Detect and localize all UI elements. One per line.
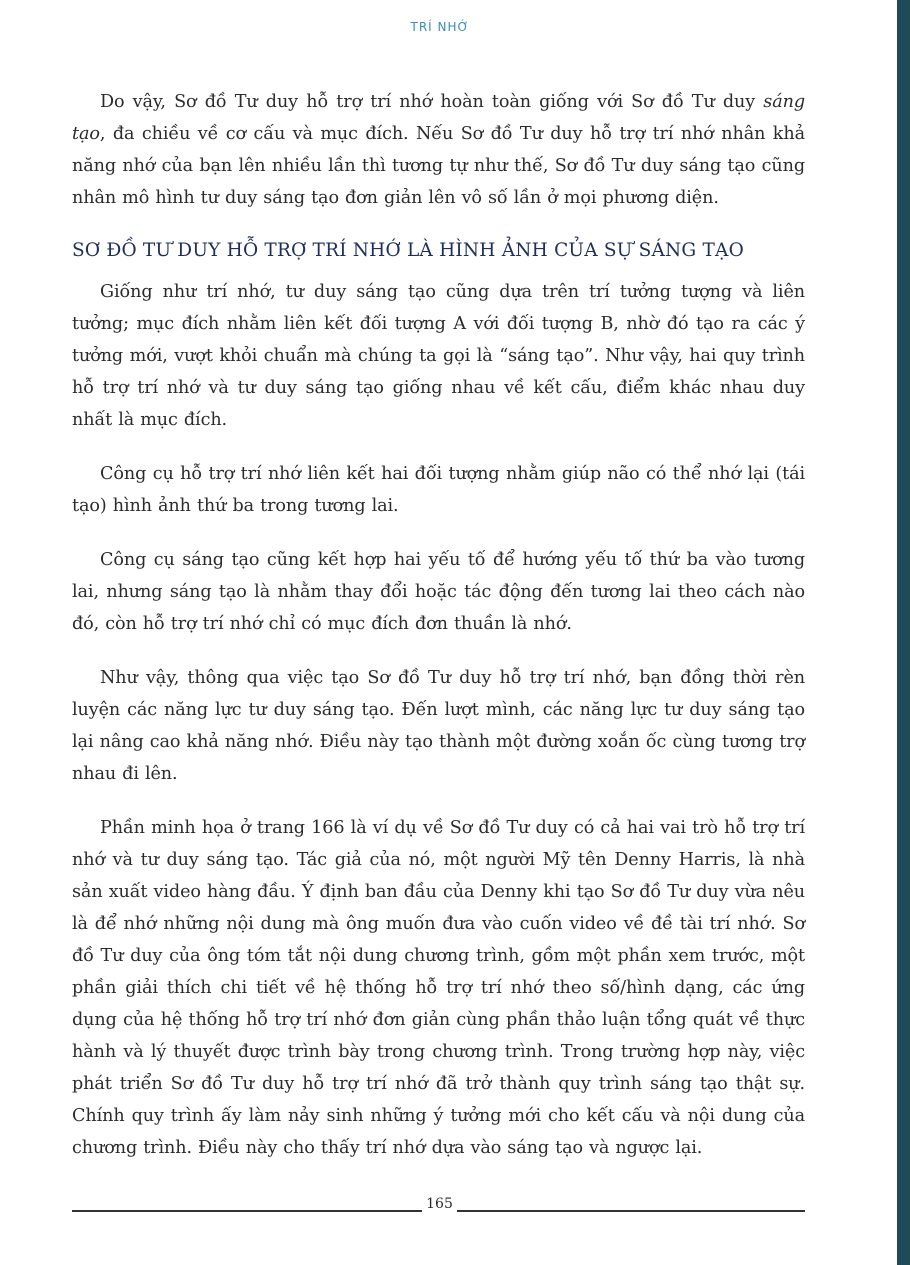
body-paragraph-2: Công cụ hỗ trợ trí nhớ liên kết hai đối tượng nhằm giúp não có thể nhớ lại (tái tạo) hình ảnh thứ ba trong tương lai. (72, 464, 805, 516)
body-paragraph-5: Phần minh họa ở trang 166 là ví dụ về Sơ đồ Tư duy có cả hai vai trò hỗ trợ trí nhớ và tư duy sáng tạo. Tác giả của nó, một người Mỹ tên Denny Harris, là nhà sản xuất video hàng đầu. Ý định ban đầu của Denny khi tạo Sơ đồ Tư duy vừa nêu là để nhớ những nội dung mà ông muốn đưa vào cuốn video về đề tài trí nhớ. Sơ đồ Tư duy của ông tóm tắt nội dung chương trình, gồm một phần xem trước, một phần giải thích chi tiết về hệ thống hỗ trợ trí nhớ theo số/hình dạng, các ứng dụng của hệ thống hỗ trợ trí nhớ đơn giản cùng phần thảo luận tổng quát về thực hành và lý thuyết được trình bày trong chương trình. Trong trường hợp này, việc phát triển Sơ đồ Tư duy hỗ trợ trí nhớ đã trở thành quy trình sáng tạo thật sự. Chính quy trình ấy làm nảy sinh những ý tưởng mới cho kết cấu và nội dung của chương trình. Điều này cho thấy trí nhớ dựa vào sáng tạo và ngược lại. (72, 818, 805, 1158)
body-paragraph-3: Công cụ sáng tạo cũng kết hợp hai yếu tố để hướng yếu tố thứ ba vào tương lai, nhưng sáng tạo là nhằm thay đổi hoặc tác động đến tương lai theo cách nào đó, còn hỗ trợ trí nhớ chỉ có mục đích đơn thuần là nhớ. (72, 550, 805, 634)
intro-paragraph (72, 86, 805, 214)
page-edge-bar (897, 0, 910, 1265)
page-number: 165 (426, 1196, 453, 1212)
footer-rule-left (72, 1210, 422, 1212)
intro-italic-term: sáng tạo (72, 92, 805, 144)
body-paragraph-4: Như vậy, thông qua việc tạo Sơ đồ Tư duy hỗ trợ trí nhớ, bạn đồng thời rèn luyện các năng lực tư duy sáng tạo. Đến lượt mình, các năng lực tư duy sáng tạo lại nâng cao khả năng nhớ. Điều này tạo thành một đường xoắn ốc cùng tương trợ nhau đi lên. (72, 668, 805, 784)
section-heading: SƠ ĐỒ TƯ DUY HỖ TRỢ TRÍ NHỚ LÀ HÌNH ẢNH CỦA SỰ SÁNG TẠO (72, 240, 744, 261)
intro-text-end: , đa chiều về cơ cấu và mục đích. Nếu Sơ đồ Tư duy hỗ trợ trí nhớ nhân khả năng nhớ của bạn lên nhiều lần thì tương tự như thế, Sơ đồ Tư duy sáng tạo cũng nhân mô hình tư duy sáng tạo đơn giản lên vô số lần ở mọi phương diện. (72, 124, 805, 208)
body-paragraph-1: Giống như trí nhớ, tư duy sáng tạo cũng dựa trên trí tưởng tượng và liên tưởng; mục đích nhằm liên kết đối tượng A với đối tượng B, nhờ đó tạo ra các ý tưởng mới, vượt khỏi chuẩn mà chúng ta gọi là “sáng tạo”. Như vậy, hai quy trình hỗ trợ trí nhớ và tư duy sáng tạo giống nhau về kết cấu, điểm khác nhau duy nhất là mục đích. (72, 282, 805, 430)
running-header: TRÍ NHỚ (410, 20, 470, 34)
footer-rule-right (457, 1210, 805, 1212)
page-body (72, 86, 805, 1186)
intro-text-start: Do vậy, Sơ đồ Tư duy hỗ trợ trí nhớ hoàn toàn giống với Sơ đồ Tư duy (100, 92, 764, 112)
page-footer (72, 1196, 805, 1216)
